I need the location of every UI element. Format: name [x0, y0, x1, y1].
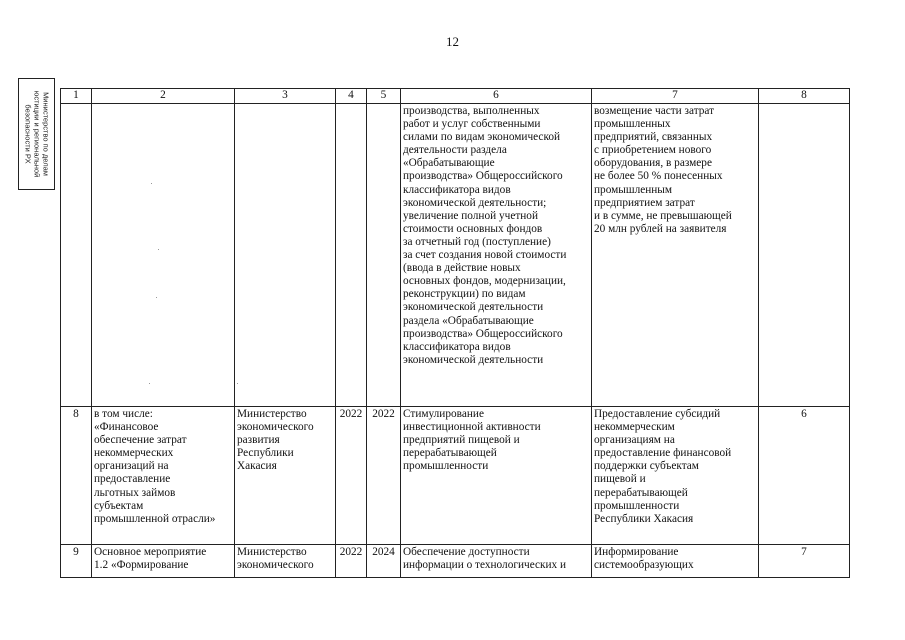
cell-text-line: (ввода в действие новых	[403, 262, 521, 275]
cell-text-line: предприятием затрат	[594, 196, 695, 209]
cell-text-line: льготных займов	[94, 486, 176, 499]
scan-speck: ·	[157, 244, 160, 254]
cell-text-line: стоимости основных фондов	[403, 222, 543, 235]
cell-text-line: экономической деятельности	[403, 301, 544, 314]
cell-text-line: промышленности	[403, 460, 489, 473]
cell-text-line: промышленным	[594, 183, 673, 196]
cell-text-line: 20 млн рублей на заявителя	[594, 222, 727, 235]
cell-text-line: с приобретением нового	[594, 144, 712, 157]
measures-cell	[592, 104, 759, 407]
row-number-cell: 9	[61, 545, 92, 578]
result-cell	[401, 545, 592, 578]
scan-speck: ·	[236, 378, 239, 388]
cell-text-line: возмещение части затрат	[594, 105, 715, 117]
cell-text-line: раздела «Обрабатывающие	[403, 314, 534, 327]
executor-cell	[235, 104, 336, 407]
stamp-text	[23, 80, 50, 188]
cell-text-line: и в сумме, не превышающей	[594, 209, 732, 222]
cell-text-line: предоставление финансовой	[594, 447, 732, 460]
cell-text-line: экономической деятельности;	[403, 196, 547, 209]
cell-text-line: реконструкции) по видам	[403, 288, 526, 301]
column-header: 7	[592, 89, 759, 104]
column-header: 8	[759, 89, 850, 104]
cell-text-line: некоммерческим	[594, 421, 675, 434]
result-cell	[401, 104, 592, 407]
measures-cell	[592, 407, 759, 545]
scan-speck: ·	[150, 178, 153, 188]
name-cell	[92, 407, 235, 545]
start-year-cell: 2022	[336, 407, 367, 545]
cell-text-line: за отчетный год (поступление)	[403, 235, 551, 248]
cell-text-line: предоставление	[94, 473, 171, 486]
start-year-cell: 2022	[336, 545, 367, 578]
measures-cell	[592, 545, 759, 578]
result-cell	[401, 407, 592, 545]
cell-text-line: силами по видам экономической	[403, 131, 561, 144]
cell-text-line: Основное мероприятие	[94, 546, 207, 558]
cell-text-line: Обеспечение доступности	[403, 546, 530, 558]
page-number: 12	[446, 34, 459, 49]
cell-text-line: деятельности раздела	[403, 144, 507, 157]
end-year-cell: 2022	[367, 407, 401, 545]
cell-text-line: классификатора видов	[403, 340, 511, 353]
column-header: 6	[401, 89, 592, 104]
cell-text-line: Республики Хакасия	[594, 512, 694, 525]
cell-text-line: производства, выполненных	[403, 105, 540, 117]
cell-text-line: промышленных	[594, 118, 671, 131]
indicator-cell: 7	[759, 545, 850, 578]
cell-text-line: производства» Общероссийского	[403, 170, 563, 183]
cell-text-line: поддержки субъектам	[594, 460, 699, 473]
cell-text-line: Министерство	[237, 546, 307, 558]
cell-text-line: экономического	[237, 421, 314, 434]
indicator-cell	[759, 104, 850, 407]
cell-text-line: субъектам	[94, 499, 144, 512]
cell-text-line: перерабатывающей	[403, 447, 497, 460]
scan-speck: ·	[148, 378, 151, 388]
stamp-line: Министерство по делам	[41, 92, 50, 176]
cell-text-line: инвестиционной активности	[403, 421, 541, 434]
column-header: 1	[61, 89, 92, 104]
table-row	[61, 545, 850, 578]
cell-text-line: работ и услуг собственными	[403, 118, 541, 131]
cell-text-line: Министерство	[237, 408, 307, 420]
stamp-line: юстиции и региональной	[32, 90, 41, 178]
cell-text-line: предприятий, связанных	[594, 131, 713, 144]
cell-text-line: организаций на	[94, 460, 169, 473]
executor-cell	[235, 545, 336, 578]
name-cell	[92, 104, 235, 407]
cell-text-line: увеличение полной учетной	[403, 209, 539, 222]
column-header: 5	[367, 89, 401, 104]
cell-text-line: информации о технологических и	[403, 559, 567, 572]
cell-text-line: экономического	[237, 559, 314, 572]
end-year-cell: 2024	[367, 545, 401, 578]
cell-text-line: системообразующих	[594, 559, 694, 572]
cell-text-line: основных фондов, модернизации,	[403, 275, 566, 288]
cell-text-line: «Обрабатывающие	[403, 157, 495, 170]
cell-text-line: Хакасия	[237, 460, 277, 473]
cell-text-line: классификатора видов	[403, 183, 511, 196]
name-cell	[92, 545, 235, 578]
cell-text-line: предприятий пищевой и	[403, 434, 520, 447]
start-year-cell	[336, 104, 367, 407]
cell-text-line: в том числе:	[94, 408, 153, 420]
stamp-line: безопасности РХ	[23, 104, 32, 164]
cell-text-line: перерабатывающей	[594, 486, 688, 499]
cell-text-line: Республики	[237, 447, 294, 460]
cell-text-line: за счет создания новой стоимости	[403, 249, 567, 262]
scan-speck: ·	[155, 292, 158, 302]
column-header: 4	[336, 89, 367, 104]
header-row	[61, 89, 850, 104]
indicator-cell: 6	[759, 407, 850, 545]
cell-text-line: некоммерческих	[94, 447, 174, 460]
column-header: 3	[235, 89, 336, 104]
cell-text-line: промышленности	[594, 499, 680, 512]
cell-text-line: Информирование	[594, 546, 679, 558]
cell-text-line: организациям на	[594, 434, 675, 447]
cell-text-line: оборудования, в размере	[594, 157, 712, 170]
cell-text-line: обеспечение затрат	[94, 434, 187, 447]
table-row	[61, 104, 850, 407]
cell-text-line: 1.2 «Формирование	[94, 559, 189, 572]
executor-cell	[235, 407, 336, 545]
cell-text-line: «Финансовое	[94, 421, 159, 434]
cell-text-line: развития	[237, 434, 280, 447]
registration-stamp	[18, 78, 55, 190]
cell-text-line: экономической деятельности	[403, 353, 544, 366]
row-number-cell: 8	[61, 407, 92, 545]
column-header: 2	[92, 89, 235, 104]
program-table	[60, 88, 850, 578]
row-number-cell	[61, 104, 92, 407]
cell-text-line: Предоставление субсидий	[594, 408, 721, 420]
cell-text-line: не более 50 % понесенных	[594, 170, 723, 183]
cell-text-line: промышленной отрасли»	[94, 512, 216, 525]
cell-text-line: пищевой и	[594, 473, 646, 486]
cell-text-line: Стимулирование	[403, 408, 484, 420]
end-year-cell	[367, 104, 401, 407]
cell-text-line: производства» Общероссийского	[403, 327, 563, 340]
table-row	[61, 407, 850, 545]
